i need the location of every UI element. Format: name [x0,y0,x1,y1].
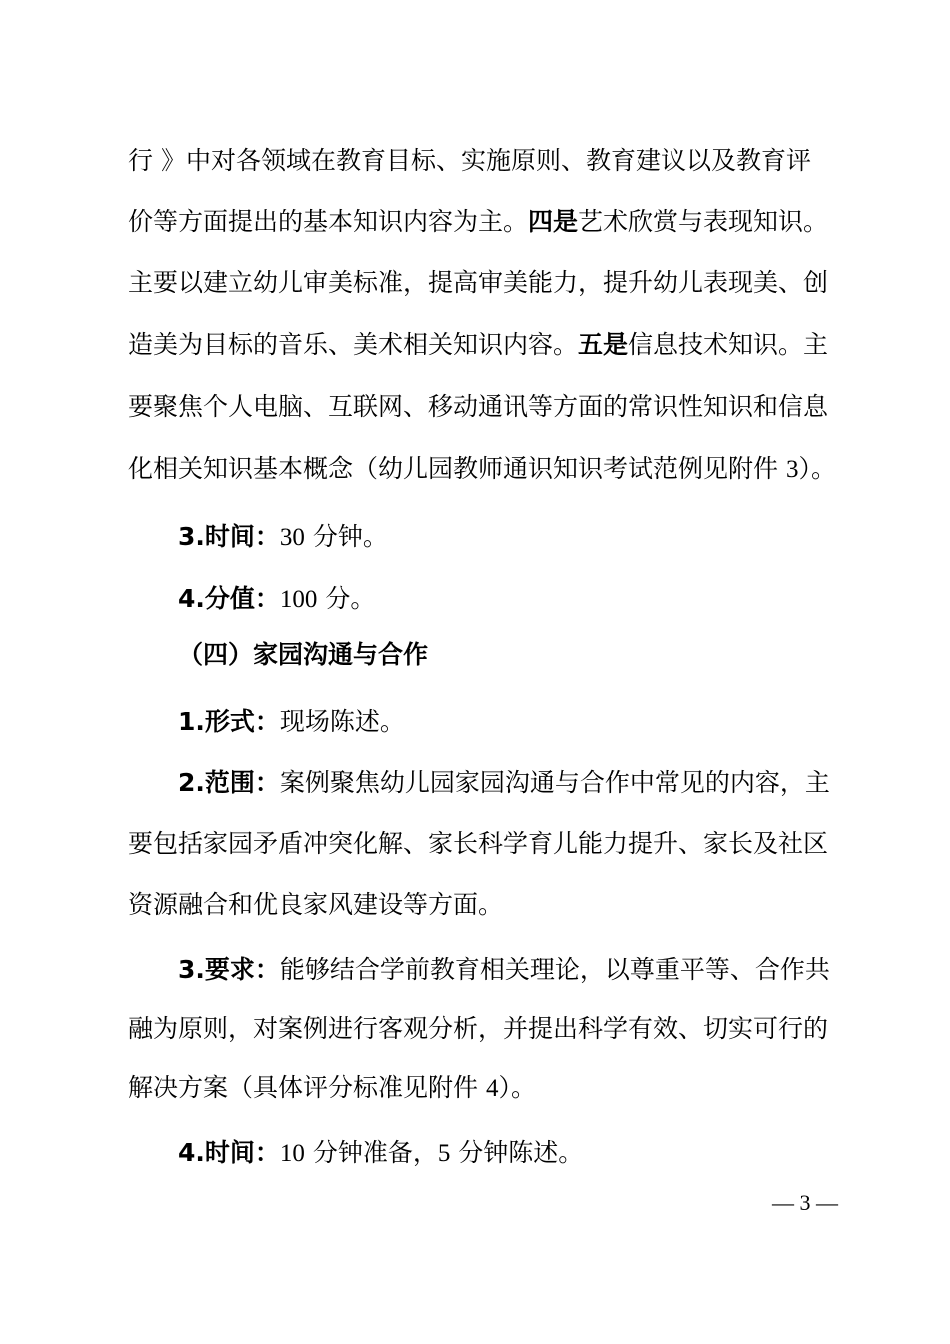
section-heading: （四）家园沟通与合作 [178,640,429,669]
text-run: 解决方案（具体评分标准见附件 [128,1073,486,1102]
text-run: 主要以建立幼儿审美标准，提高审美能力，提升幼儿表现美、创 [128,268,829,297]
list-item-score [178,582,838,617]
body-text-line [128,390,838,424]
text-run: 信息技术知识。主 [628,330,829,359]
number-run: 4 [485,1075,499,1102]
body-text-line [128,266,838,300]
number-run: 30 [279,524,305,551]
text-run: 要包括家园矛盾冲突化解、家长科学育儿能力提升、家长及社区 [128,829,829,858]
body-text-line [128,1012,838,1046]
text-run: 要聚焦个人电脑、互联网、移动通讯等方面的常识性知识和信息 [128,392,829,421]
body-text-line [128,328,838,362]
list-item-time [178,520,838,555]
item-text: 分钟。 [304,522,388,551]
item-label: 3.要求： [178,955,280,984]
text-run: 造美为目标的音乐、美术相关知识内容。 [128,330,579,359]
page-number: — 3 — [772,1190,838,1215]
item-text: 能够结合学前教育相关理论，以尊重平等、合作共 [279,955,830,984]
item-label: 4.分值： [178,584,280,613]
number-run: 10 [279,1140,305,1167]
body-text-line [128,827,838,861]
text-run: 艺术欣赏与表现知识。 [578,207,829,236]
item-text: 分钟陈述。 [450,1138,584,1167]
item-text: 分。 [317,584,376,613]
body-text-line [128,205,838,239]
body-text-line [128,1071,838,1106]
list-item-form [178,705,838,739]
item-label: 1.形式： [178,707,280,736]
list-item-scope [178,766,838,800]
item-label: 4.时间： [178,1138,280,1167]
bold-lead: 五是 [578,330,629,359]
text-run: ）。 [798,454,836,483]
number-run: 5 [437,1140,451,1167]
list-item-time [178,1136,838,1171]
text-run: 化相关知识基本概念（幼儿园教师通识知识考试范例见附件 [128,454,786,483]
item-text: 案例聚焦幼儿园家园沟通与合作中常见的内容，主 [279,768,830,797]
text-run: 融为原则，对案例进行客观分析，并提出科学有效、切实可行的 [128,1014,829,1043]
bold-lead: 四是 [528,207,579,236]
item-text: 分钟准备， [304,1138,438,1167]
item-text: 现场陈述。 [279,707,405,736]
text-run: 资源融合和优良家风建设等方面。 [128,890,504,919]
text-run: ）。 [498,1073,536,1102]
item-label: 2.范围： [178,768,280,797]
list-item-requirement [178,953,838,987]
body-text-line [128,888,838,922]
number-run: 3 [785,456,799,483]
text-run: 价等方面提出的基本知识内容为主。 [128,207,529,236]
number-run: 100 [279,586,318,613]
text-run: 行 》中对各领域在教育目标、实施原则、教育建议以及教育评 [128,146,811,175]
body-text-line [128,144,838,178]
item-label: 3.时间： [178,522,280,551]
body-text-line [128,452,838,487]
